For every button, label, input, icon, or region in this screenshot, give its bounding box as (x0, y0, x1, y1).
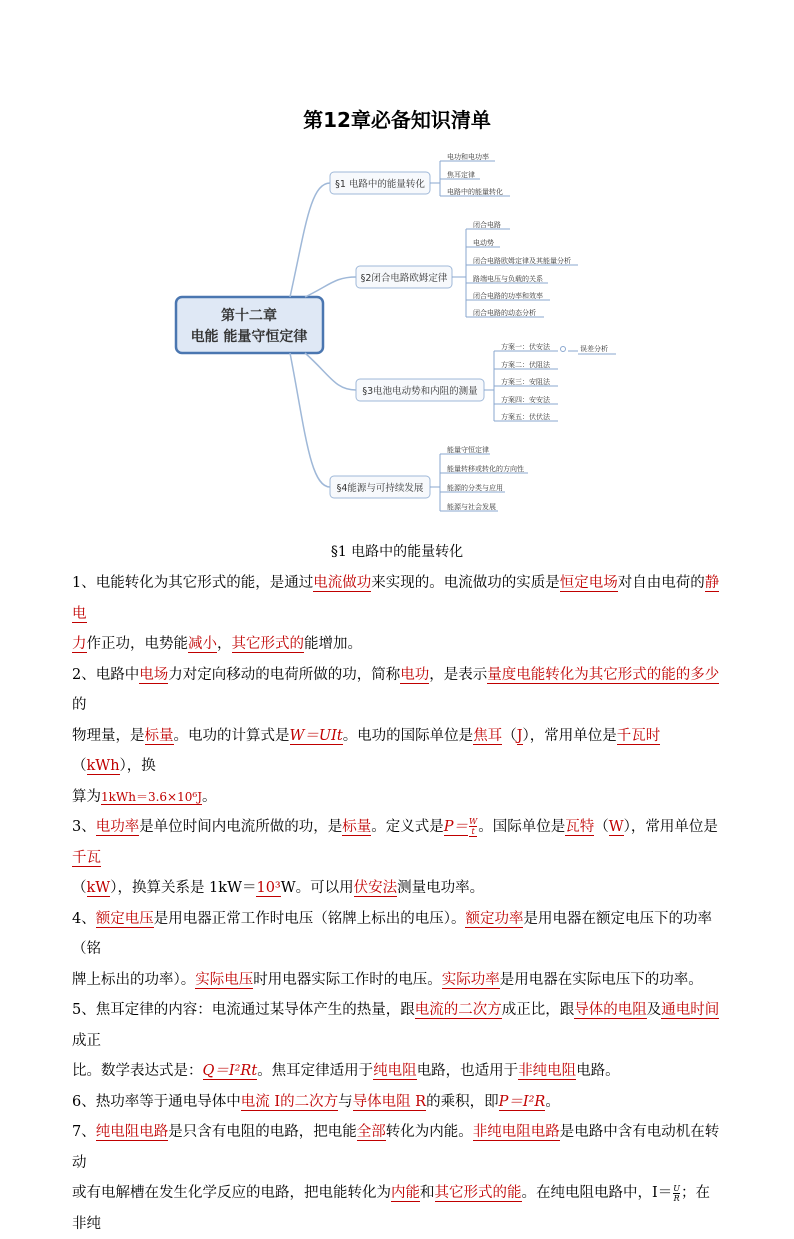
paragraph-1: 1、电能转化为其它形式的能，是通过电流做功来实现的。电流做功的实质是恒定电场对自由电荷的静电 力作正功，电势能减小，其它形式的能增加。 (72, 575, 720, 652)
mindmap-branch-4-label: §4能源与可持续发展 (336, 483, 424, 494)
section-title: §1 电路中的能量转化 (330, 544, 464, 560)
mindmap-leaf: 误差分析 (580, 345, 608, 353)
mindmap-leaf: 能源的分类与应用 (447, 484, 503, 492)
mindmap-leaf: 焦耳定律 (447, 171, 475, 179)
mindmap-leaf: 方案三：安阻法 (501, 378, 550, 386)
mindmap-leaf: 方案四：安安法 (501, 396, 550, 404)
mindmap-branch-3-label: §3电池电动势和内阻的测量 (362, 386, 478, 397)
mindmap-branch-1-label: §1 电路中的能量转化 (335, 179, 425, 190)
paragraph-5: 5、焦耳定律的内容：电流通过某导体产生的热量，跟电流的二次方成正比，跟导体的电阻及通电时间成正 比。数学表达式是：Q＝I²Rt。焦耳定律适用于纯电阻电路，也适用于非纯电阻电路。 (72, 1002, 720, 1079)
current-fraction: $\frac{U}{R}$ (673, 1183, 680, 1203)
paragraph-4: 4、额定电压是用电器正常工作时电压（铭牌上标出的电压）。额定功率是用电器在额定电压下的功率（铭 牌上标出的功率）。实际电压时用电器实际工作时的电压。实际功率是用电器在实际电压下的功率。 (72, 910, 712, 988)
power-fraction: $\frac{W}{t}$ (469, 817, 478, 836)
mindmap-leaf: 闭合电路的功率和效率 (473, 292, 543, 300)
mindmap-leaf: 方案二：伏阻法 (501, 361, 550, 369)
mindmap-leaf: 闭合电路的动态分析 (473, 309, 536, 317)
paragraph-6: 6、热功率等于通电导体中电流 I的二次方与导体电阻 R的乘积，即P＝I²R。 (72, 1093, 560, 1110)
mindmap-leaf: 能量转移或转化的方向性 (447, 465, 524, 473)
paragraph-2: 2、电路中电场力对定向移动的电荷所做的功，简称电功，是表示量度电能转化为其它形式的能的多少的 物理量，是标量。电功的计算式是W＝UIt。电功的国际单位是焦耳（J），常用单位是千瓦时（kWh），换 算为1kWh＝3.6×10⁶J。 (72, 666, 720, 805)
mindmap-leaf: 闭合电路欧姆定律及其能量分析 (473, 257, 571, 265)
mindmap-leaf: 电动势 (473, 239, 494, 247)
mindmap-leaf: 路端电压与负载的关系 (473, 275, 543, 283)
mindmap-branch-2-label: §2闭合电路欧姆定律 (360, 273, 448, 284)
page-title: 第12章必备知识清单 (303, 108, 491, 132)
mindmap-leaf: 能量守恒定律 (447, 446, 489, 454)
mindmap-root-line1: 第十二章 (221, 308, 277, 324)
mindmap-leaf: 能源与社会发展 (447, 503, 496, 511)
knowledge-list (72, 568, 722, 1239)
mindmap-leaf: 方案五：伏伏法 (501, 413, 550, 421)
mindmap-leaf: 电功和电功率 (447, 153, 489, 161)
paragraph-7: 7、纯电阻电路是只含有电阻的电路，把电能全部转化为内能。非纯电阻电路是电路中含有电动机在转动 或有电解槽在发生化学反应的电路，把电能转化为内能和其它形式的能。在纯电阻电路中，I＝ $\frac{U}{R}$ ；在非纯 (72, 1124, 720, 1232)
mindmap-root-line2: 电能 能量守恒定律 (190, 329, 308, 345)
mindmap-leaf: 电路中的能量转化 (447, 188, 503, 196)
paragraph-3: 3、电功率是单位时间内电流所做的功，是标量。定义式是P＝ $\frac{W}{t}$ 。国际单位是瓦特（W），常用单位是千瓦 （kW），换算关系是 1kW＝10³W。可以用伏安法测量电功率。 (72, 817, 718, 896)
mind-map (0, 140, 794, 530)
mindmap-leaf: 闭合电路 (473, 221, 501, 229)
mindmap-leaf: 方案一：伏安法 (501, 343, 550, 351)
